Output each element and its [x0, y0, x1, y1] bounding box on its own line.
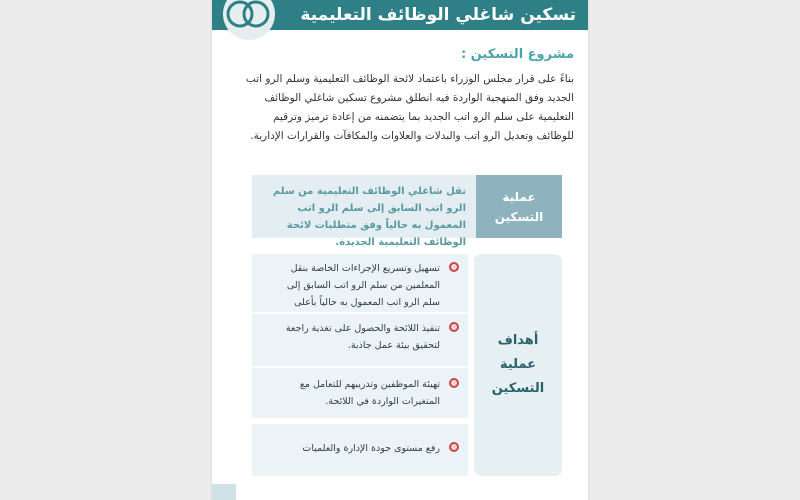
section-heading: مشروع التسكين : [460, 47, 574, 62]
page-title: تسكين شاغلي الوظائف التعليمية [300, 5, 576, 25]
goal-text: تسهيل وتسريع الإجراءات الخاصة بنقل المعلمين من سلم الرو اتب السابق إلى سلم الرو اتب المعمول به حالياً بأعلى [286, 263, 440, 308]
goal-item [252, 368, 468, 418]
process-label: عملية التسكين [476, 175, 562, 238]
goals-label: أهداف عملية التسكين [474, 254, 562, 476]
bullet-circle-icon [449, 262, 459, 272]
goal-item [252, 254, 468, 312]
intro-paragraph: بناءً على قرار مجلس الوزراء باعتماد لائحة الوظائف التعليمية وسلم الرو اتب الجديد وفق المنهجية الواردة فيه انطلق مشروع تسكين شاغلي الوظائف التعليمية على سلم الرو اتب الجديد بما يتضمنه من إعادة ترميز وترقيم للوظائف وتعديل الرو اتب والبدلات والعلاوات والمكافآت والقرارات الإدارية. [245, 73, 574, 142]
process-box [252, 175, 562, 248]
bullet-circle-icon [449, 442, 459, 452]
goal-text: تنفيذ اللائحة والحصول على تغذية راجعة لتحقيق بيئة عمل جاذبة. [285, 323, 440, 351]
document-page [212, 0, 588, 500]
bullet-circle-icon [449, 378, 459, 388]
logo-rings-icon [220, 0, 278, 44]
bullet-circle-icon [449, 322, 459, 332]
goal-text: رفع مستوى جودة الإدارة والعلميات [302, 443, 440, 454]
footer-decoration [212, 484, 236, 500]
process-text: نقل شاغلي الوظائف التعليمية من سلم الرو اتب السابق إلى سلم الرو اتب المعمول به حالياً وفق متطلبات لائحة الوظائف التعليمية الجديدة. [272, 186, 466, 248]
goal-item [252, 314, 468, 366]
goal-item [252, 424, 468, 476]
goal-text: تهيئة الموظفين وتدريبهم للتعامل مع المتغيرات الواردة في اللائحة. [299, 379, 440, 407]
